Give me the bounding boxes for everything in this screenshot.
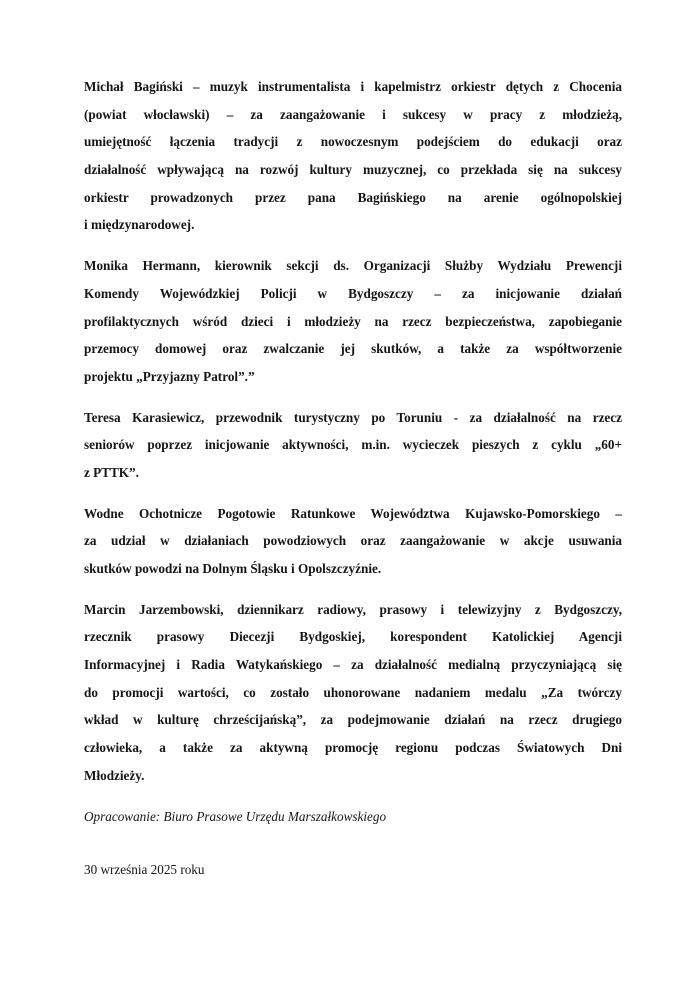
paragraph xyxy=(84,404,622,487)
paragraph-line: orkiestr prowadzonych przez pana Bagińskiego na arenie ogólnopolskiej xyxy=(84,189,622,205)
paragraph-line: i międzynarodowej. xyxy=(84,217,195,233)
date-line: 30 września 2025 roku xyxy=(84,862,205,878)
paragraph-line: Teresa Karasiewicz, przewodnik turystyczny po Toruniu - za działalność na rzecz xyxy=(84,409,622,425)
paragraph-line: Informacyjnej i Radia Watykańskiego – za działalność medialną przyczyniającą się xyxy=(84,657,622,673)
paragraph-line: do promocji wartości, co zostało uhonorowane nadaniem medalu „Za twórczy xyxy=(84,684,622,700)
paragraph-line: z PTTK”. xyxy=(84,464,139,480)
paragraph-list xyxy=(84,73,622,790)
paragraph-line: (powiat włocławski) – za zaangażowanie i sukcesy w pracy z młodzieżą, xyxy=(84,106,622,122)
paragraph-line: rzecznik prasowy Diecezji Bydgoskiej, korespondent Katolickiej Agencji xyxy=(84,629,622,645)
paragraph-line: Monika Hermann, kierownik sekcji ds. Organizacji Służby Wydziału Prewencji xyxy=(84,258,622,274)
paragraph-line: seniorów poprzez inicjowanie aktywności, m.in. wycieczek pieszych z cyklu „60+ xyxy=(84,437,622,453)
paragraph xyxy=(84,73,622,239)
paragraph xyxy=(84,500,622,583)
paragraph-line: za udział w działaniach powodziowych oraz zaangażowanie w akcje usuwania xyxy=(84,533,622,549)
paragraph-line: projektu „Przyjazny Patrol”.” xyxy=(84,368,255,384)
paragraph-line: Michał Bagiński – muzyk instrumentalista i kapelmistrz orkiestr dętych z Chocenia xyxy=(84,79,622,94)
paragraph xyxy=(84,596,622,790)
paragraph-line: umiejętność łączenia tradycji z nowoczesnym podejściem do edukacji oraz xyxy=(84,134,622,150)
paragraph-line: działalność wpływającą na rozwój kultury muzycznej, co przekłada się na sukcesy xyxy=(84,162,622,178)
paragraph-line: profilaktycznych wśród dzieci i młodzieży na rzecz bezpieczeństwa, zapobieganie xyxy=(84,313,622,329)
paragraph-line: wkład w kulturę chrześcijańską”, za podejmowanie działań na rzecz drugiego xyxy=(84,712,622,728)
paragraph-line: człowieka, a także za aktywną promocję regionu podczas Światowych Dni xyxy=(84,740,622,756)
paragraph-line: Komendy Wojewódzkiej Policji w Bydgoszczy – za inicjowanie działań xyxy=(84,285,622,301)
paragraph-line: Marcin Jarzembowski, dziennikarz radiowy, prasowy i telewizyjny z Bydgoszczy, xyxy=(84,601,622,617)
paragraph-line: Wodne Ochotnicze Pogotowie Ratunkowe Województwa Kujawsko-Pomorskiego – xyxy=(84,505,622,521)
paragraph-line: przemocy domowej oraz zwalczanie jej skutków, a także za współtworzenie xyxy=(84,341,622,357)
paragraph-line: skutków powodzi na Dolnym Śląsku i Opolszczyźnie. xyxy=(84,561,382,576)
paragraph xyxy=(84,252,622,390)
document-body xyxy=(84,73,622,884)
credit-line: Opracowanie: Biuro Prasowe Urzędu Marszałkowskiego xyxy=(84,808,387,824)
paragraph-line: Młodzieży. xyxy=(84,767,145,783)
